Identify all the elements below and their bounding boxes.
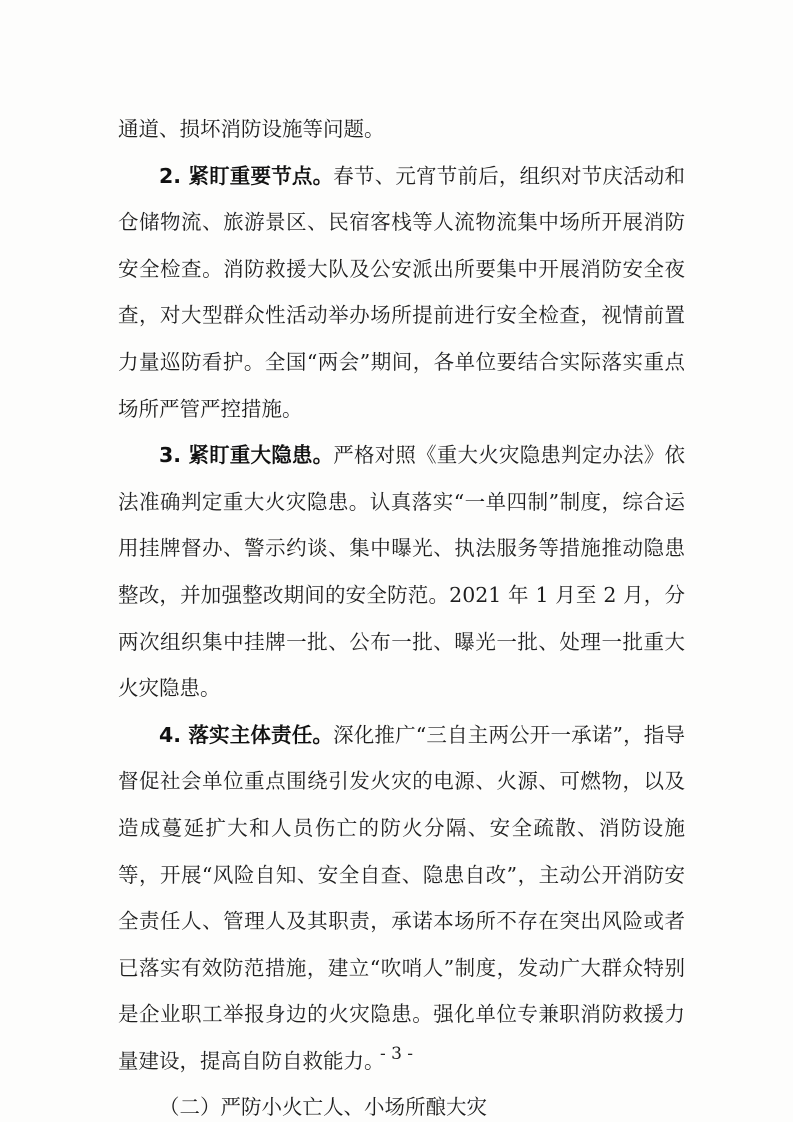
document-body — [118, 106, 685, 1131]
paragraph-text: 通道、损坏消防设施等问题。 — [118, 117, 385, 141]
paragraph-heading: 2. 紧盯重要节点。 — [159, 163, 334, 188]
paragraph-key-nodes — [118, 153, 685, 433]
paragraph-heading: 4. 落实主体责任。 — [159, 722, 334, 747]
paragraph-heading: 3. 紧盯重大隐患。 — [159, 443, 334, 468]
paragraph-text: 春节、元宵节前后，组织对节庆活动和仓储物流、旅游景区、民宿客栈等人流物流集中场所开展消防安全检查。消防救援大队及公安派出所要集中开展消防安全夜查，对大型群众性活动举办场所提前进行安全检查，视情前置力量巡防看护。全国“两会”期间，各单位要结合实际落实重点场所严管严控措施。 — [118, 163, 685, 421]
paragraph-continuation — [118, 106, 685, 153]
section-heading-text: （二）严防小火亡人、小场所酿大灾 — [159, 1095, 487, 1120]
section-heading — [118, 1084, 685, 1131]
page-number: - 3 - — [379, 1044, 414, 1064]
paragraph-text: 严格对照《重大火灾隐患判定办法》依法准确判定重大火灾隐患。认真落实“一单四制”制度，综合运用挂牌督办、警示约谈、集中曝光、执法服务等措施推动隐患整改，并加强整改期间的安全防范。2021 年 1 月至 2 月，分两次组织集中挂牌一批、公布一批、曝光一批、处理一批重大火灾隐患。 — [118, 443, 685, 701]
paragraph-main-responsibility — [118, 712, 685, 1085]
paragraph-major-hazards — [118, 432, 685, 712]
paragraph-text: 深化推广“三自主两公开一承诺”，指导督促社会单位重点围绕引发火灾的电源、火源、可燃物，以及造成蔓延扩大和人员伤亡的防火分隔、安全疏散、消防设施等，开展“风险自知、安全自查、隐患自改”，主动公开消防安全责任人、管理人及其职责，承诺本场所不存在突出风险或者已落实有效防范措施，建立“吹哨人”制度，发动广大群众特别是企业职工举报身边的火灾隐患。强化单位专兼职消防救援力量建设，提高自防自救能力。 — [118, 722, 685, 1073]
